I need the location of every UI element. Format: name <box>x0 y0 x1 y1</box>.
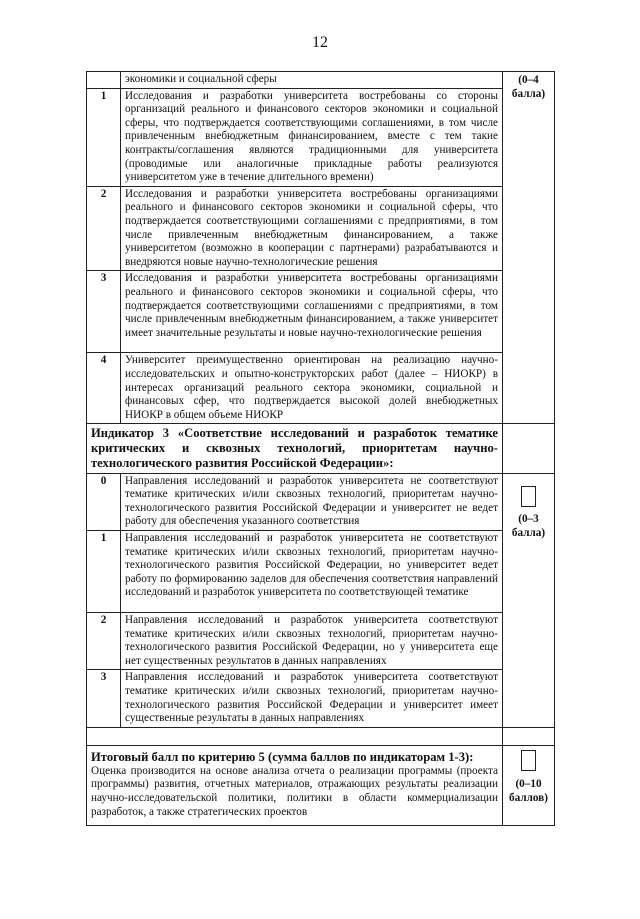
table-row <box>87 670 555 727</box>
indicator3-score-cell <box>503 473 555 727</box>
total-cell <box>87 745 503 825</box>
criterion-text: экономики и социальной сферы <box>121 72 503 89</box>
table-row <box>87 473 555 530</box>
table-row <box>87 186 555 271</box>
level-description: Направления исследований и разработок университета не соответствуют тематике критических и/или сквозных технологий, приоритетам научно-технологического развития Российской Федерации и университет не ведет работу для обеспечения указанного соответствия <box>121 473 503 530</box>
total-score-label: (0–10 баллов) <box>509 777 548 804</box>
level-number: 0 <box>87 473 121 530</box>
total-title: Итоговый балл по критерию 5 (сумма баллов по индикаторам 1-3): <box>91 749 474 764</box>
table-row <box>87 353 555 424</box>
level-description: Исследования и разработки университета востребованы организациями реального и финансового секторов экономики и социальной сферы, что подтверждается соответствующими соглашениями с предприятиями, в том числе привлеченным внебюджетным финансированием, а также университет имеет значительные результаты и новые научно-технологические решения <box>121 271 503 353</box>
table-row <box>87 271 555 353</box>
table-row <box>87 72 555 89</box>
total-row <box>87 745 555 825</box>
indicator3-title: Индикатор 3 «Соответствие исследований и разработок тематике критических и сквозных технологий, приоритетам научно-технологического развития Российской Федерации»: <box>87 424 503 473</box>
level-number: 1 <box>87 88 121 186</box>
table-row <box>87 88 555 186</box>
indicator3-score-label: (0–3 балла) <box>511 512 546 539</box>
page-number: 12 <box>312 34 328 51</box>
level-number: 3 <box>87 271 121 353</box>
level-description: Исследования и разработки университета востребованы организациями реального и финансового секторов экономики и социальной сферы, что подтверждается соответствующими соглашениями с предприятиями, в том числе привлеченным внебюджетным финансированием, а также университетом (возможно в кооперации с партнерами) разрабатываются и внедряются новые научно-технологические решения <box>121 186 503 271</box>
indicator2-score-label: (0–4 балла) <box>511 74 546 100</box>
table-row <box>87 613 555 670</box>
level-description: Направления исследований и разработок университета соответствуют тематике критических и/или сквозных технологий, приоритетам научно-технологического развития Российской Федерации и университет имеет существенные результаты в данных направлениях <box>121 670 503 727</box>
total-score-cell <box>503 745 555 825</box>
level-description: Направления исследований и разработок университета не соответствуют тематике критических и/или сквозных технологий, приоритетам научно-технологического развития Российской Федерации, но университет ведет работу по формированию заделов для обеспечения соответствия направлений исследований и разработок университета по соответствующей тематике <box>121 531 503 613</box>
level-number: 3 <box>87 670 121 727</box>
level-number: 2 <box>87 186 121 271</box>
criteria-table <box>86 71 555 826</box>
level-number: 4 <box>87 353 121 424</box>
score-input-box[interactable] <box>521 750 536 771</box>
level-description: Направления исследований и разработок университета соответствуют тематике критических и/или сквозных технологий, приоритетам научно-технологического развития Российской Федерации, но у университета еще нет существенных результатов в данных направлениях <box>121 613 503 670</box>
score-input-box[interactable] <box>521 486 536 507</box>
table-row <box>87 531 555 613</box>
table-row <box>87 727 555 745</box>
indicator2-score-cell <box>503 72 555 424</box>
total-description: Оценка производится на основе анализа отчета о реализации программы (проекта программы) развития, отчетных материалов, отражающих результаты реализации научно-исследовательской политики, политики в области коммерциализации разработок, а также стратегических проектов <box>91 764 498 818</box>
indicator3-heading-row <box>87 424 555 473</box>
level-description: Исследования и разработки университета востребованы со стороны организаций реального и финансового секторов экономики и социальной сферы, что подтверждается соответствующими соглашениями, в том числе привлеченным внебюджетным финансированием, вместе с тем такие контракты/соглашения являются традиционными для университета (проводимые или аналогичные прикладные работы реализуются университетом уже в течение длительного времени) <box>121 88 503 186</box>
level-description: Университет преимущественно ориентирован на реализацию научно-исследовательских и опытно-конструкторских работ (далее – НИОКР) в интересах организаций реального сектора экономики, социальной и финансовых сфер, что подтверждается высокой долей внебюджетных НИОКР в общем объеме НИОКР <box>121 353 503 424</box>
level-number: 2 <box>87 613 121 670</box>
level-number: 1 <box>87 531 121 613</box>
